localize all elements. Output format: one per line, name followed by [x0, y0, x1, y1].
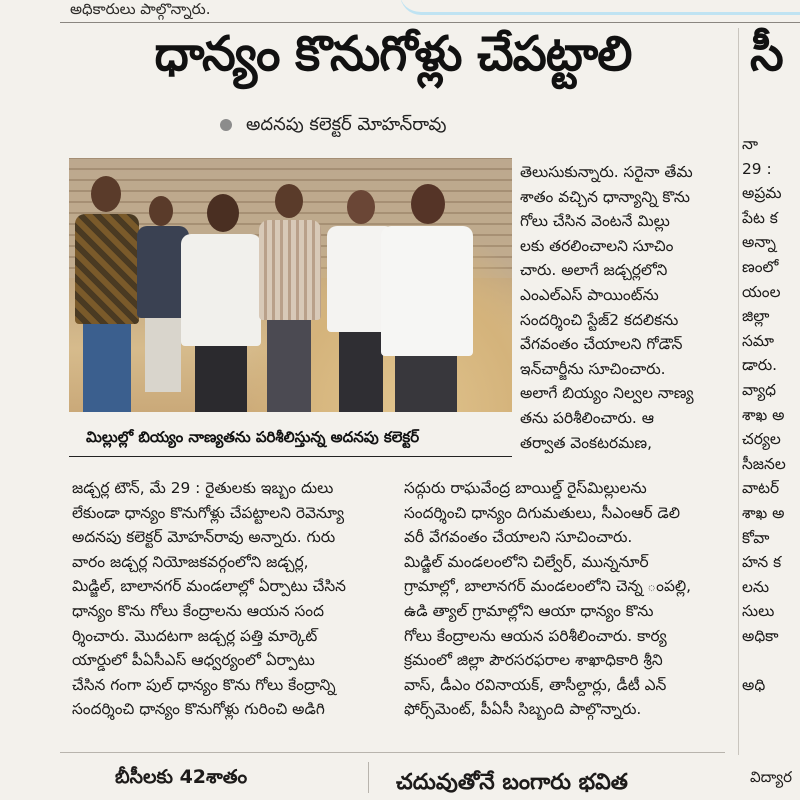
adjacent-article-column: [742, 132, 800, 698]
person-figure: [181, 194, 263, 412]
person-figure: [73, 176, 143, 412]
text-line: 29 :: [742, 159, 772, 178]
text-line: అధికా: [742, 626, 779, 645]
text-line: జడ్చర్ల టౌన్, మే 29 : రైతులకు ఇబ్బం దులు: [72, 479, 334, 497]
byline-text: అదనపు కలెక్టర్ మోహన్‌రావు: [246, 114, 447, 135]
text-line: వ్యాధ: [742, 380, 777, 399]
text-line: జిల్లా: [742, 307, 770, 326]
footer-column-divider: [368, 762, 369, 793]
text-line: గోలు కేంద్రాలను ఆయన పరిశీలించారు. కార్య: [404, 626, 667, 645]
text-line: చేసిన గంగా పుల్ ధాన్యం కొను గోలు కేంద్రాన్ని: [72, 675, 336, 694]
text-line: మిడ్జిల్, బాలానగర్ మండలాల్లో ఏర్పాటు చేసిన: [72, 577, 346, 596]
top-divider: [60, 22, 800, 23]
text-line: శాఖ అ: [742, 503, 785, 522]
article-column-left: [72, 476, 364, 722]
text-line: ణంలో: [742, 257, 779, 276]
text-line: హన క: [742, 553, 782, 572]
text-line: గ్రామాల్లో, బాలానగర్ మండలంలోని చెన్న ంపల్లి,: [404, 577, 692, 596]
caption-rule: [69, 456, 512, 457]
text-line: సందర్శించి స్టేజ్2 కదలికను: [520, 310, 679, 329]
bullet-icon: [220, 119, 232, 131]
text-line: తను పరిశీలించారు. ఆ: [520, 408, 654, 427]
text-line: అదనపు కలెక్టర్ మోహన్‌రావు అన్నారు. గురు: [72, 528, 336, 547]
text-line: అలాగే బియ్యం నిల్వల నాణ్య: [520, 384, 694, 403]
text-line: వరీ వేగవంతం చేయాలని సూచించారు.: [404, 528, 633, 547]
text-line: నా: [742, 135, 758, 153]
text-line: ఎంఎల్ఎస్ పాయింట్‌ను: [520, 285, 659, 304]
text-line: వాస్, డీఎం రవినాయక్, తాసీల్దార్లు, డీటీ ఎన్: [404, 675, 667, 694]
text-line: లకు తరలించాలని సూచిం: [520, 236, 674, 255]
text-line: ఫోర్స్‌మెంట్, పీఏసీ సిబ్బంది పాల్గొన్నారు.: [404, 700, 642, 719]
person-figure: [377, 184, 477, 412]
byline: [220, 114, 447, 139]
next-article-text-right: విద్యార: [750, 768, 793, 786]
text-line: సందర్శించి ధాన్యం దిగుమతులు, సీఎంఆర్ డెలి: [404, 503, 681, 522]
previous-article-tail: అధికారులు పాల్గొన్నారు.: [70, 0, 211, 18]
text-line: యంల: [742, 282, 781, 301]
text-line: యార్డులో పీఏసీఎస్ ఆధ్వర్యంలో ఏర్పాటు: [72, 651, 315, 670]
text-line: సందర్శించి ధాన్యం కొనుగోళ్లు గురించి అడిగి: [72, 700, 325, 719]
text-line: సమా: [742, 331, 775, 350]
bottom-divider: [60, 752, 725, 753]
text-line: డారు.: [742, 356, 778, 375]
text-line: పేట క: [742, 208, 778, 227]
next-article-headline-middle: చదువుతోనే బంగారు భవిత: [396, 770, 628, 795]
person-figure: [257, 184, 323, 412]
text-line: ఇన్‌చార్జీను సూచించారు.: [520, 359, 666, 378]
photo-caption: మిల్లుల్లో బియ్యం నాణ్యతను పరిశీలిస్తున్న అదనపు కలెక్టర్: [86, 428, 420, 446]
text-line: వేగవంతం చేయాలని గోడౌన్: [520, 335, 683, 354]
text-line: శాతం వచ్చిన ధాన్యాన్ని కొను: [520, 187, 690, 206]
text-line: క్రమంలో జిల్లా పౌరసరఫరాల శాఖాధికారి శ్రీని: [404, 651, 663, 670]
article-photo: [69, 158, 512, 412]
text-line: [742, 648, 800, 673]
text-line: ధాన్యం కొను గోలు కేంద్రాలను ఆయన సంద: [72, 601, 324, 620]
text-line: కోవా: [742, 528, 770, 547]
text-line: సులు: [742, 602, 775, 621]
text-line: సీజనల: [742, 454, 786, 473]
text-line: అన్నా: [742, 233, 776, 252]
text-line: ఉడి త్యాల్ గ్రామాల్లోని ఆయా ధాన్యం కొను: [404, 601, 654, 620]
text-line: తర్వాత వెంకటరమణ,: [520, 433, 652, 452]
text-line: అప్రమ: [742, 184, 782, 203]
text-line: తెలుసుకున్నారు. సరైనా తేమ: [520, 163, 693, 181]
column-divider: [738, 28, 739, 755]
next-article-headline-left: బీసీలకు 42శాతం: [115, 766, 248, 788]
text-line: చర్యల: [742, 430, 781, 449]
text-line: వాటర్: [742, 479, 780, 498]
text-line: లను: [742, 577, 770, 596]
text-line: చారు. అలాగే జడ్చర్లలోని: [520, 261, 668, 280]
text-line: లేకుండా ధాన్యం కొనుగోళ్లు చేపట్టాలని రెవెన్యూ: [72, 503, 345, 522]
text-line: అధి: [742, 676, 766, 695]
article-column-middle: [404, 476, 724, 722]
decorative-arc: [400, 0, 800, 15]
adjacent-article-headline: సీ: [750, 26, 784, 82]
article-column-right-top: [520, 160, 735, 455]
text-line: వారం జడ్చర్ల నియోజకవర్గంలోని జడ్చర్ల,: [72, 552, 309, 571]
article-headline: ధాన్యం కొనుగోళ్లు చేపట్టాలి: [154, 26, 632, 82]
text-line: ర్శించారు. మొదటగా జడ్చర్ల పత్తి మార్కెట్: [72, 626, 318, 645]
text-line: మిడ్జిల్ మండలంలోని చిల్వేర్, మున్ననూర్: [404, 552, 649, 571]
text-line: శాఖ అ: [742, 405, 785, 424]
text-line: సద్గురు రాఘవేంద్ర బాయిల్డ్ రైస్‌మిల్లులను: [404, 479, 647, 497]
text-line: గోలు చేసిన వెంటనే మిల్లు: [520, 212, 670, 231]
